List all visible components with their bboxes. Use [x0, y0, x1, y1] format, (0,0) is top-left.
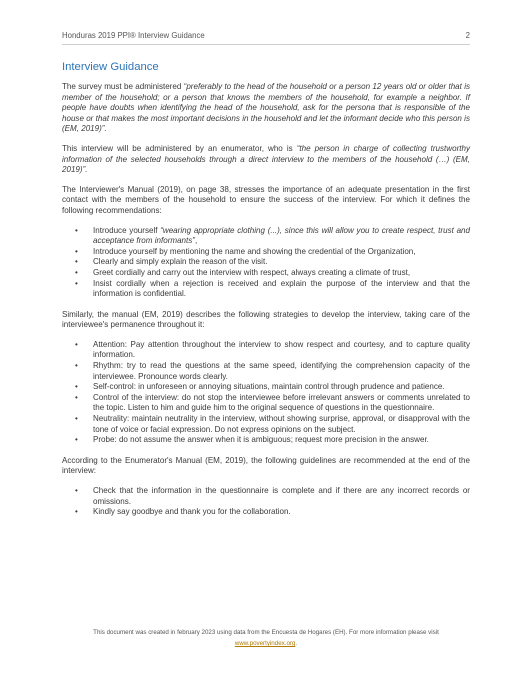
list-item-text: Kindly say goodbye and thank you for the collaboration.	[93, 507, 291, 517]
paragraph-survey-administration	[62, 82, 470, 135]
list-item-text: Insist cordially when a rejection is received and explain the purpose of the interview and that the information is confidential.	[93, 278, 470, 299]
list-item	[62, 268, 470, 279]
bullet-icon: •	[75, 382, 78, 392]
bullet-icon: •	[75, 507, 78, 517]
bullet-icon: •	[75, 486, 78, 495]
list-item-text: Neutrality: maintain neutrality in the interview, without showing surprise, approval, or disapproval with the tone of voice or facial expression. Do not express opinions on the subject.	[93, 414, 470, 434]
list-item-text: Clearly and simply explain the reason of the visit.	[93, 257, 268, 267]
footer-link[interactable]: www.povertyindex.org	[234, 640, 296, 647]
bullet-icon: •	[75, 278, 78, 288]
header-divider	[62, 44, 470, 45]
document-body	[62, 61, 470, 528]
paragraph-end-guidelines: According to the Enumerator's Manual (EM, 2019), the following guidelines are recommended at the end of the interview:	[62, 455, 470, 476]
bullet-icon: •	[75, 339, 78, 349]
list-item	[62, 279, 470, 300]
paragraph-lead: The survey must be administered	[62, 82, 184, 91]
list-item-text: Self-control: in unforeseen or annoying situations, maintain control through prudence and patience.	[93, 382, 445, 392]
list-item	[62, 226, 470, 247]
list-item-text: Control of the interview: do not stop the interviewee before irrelevant answers or comments unrelated to the topic. Listen to him and guide him to the original sequence of questions in the questionnaire.	[93, 392, 470, 413]
list-item	[62, 361, 470, 382]
list-item	[62, 507, 470, 518]
bullet-icon: •	[75, 435, 78, 445]
paragraph-manual-recommendations: The Interviewer's Manual (2019), on page 38, stresses the importance of an adequate presentation in the first contact with the members of the household to ensure the success of the interview. For which it defines the following recommendations:	[62, 184, 470, 215]
list-item-quote: “wearing appropriate clothing (...), since this will allow you to create respect, trust and acceptance from informants”	[93, 225, 470, 246]
list-item-text: Rhythm: try to read the questions at the same speed, identifying the comprehension capacity of the interviewee. Pronounce words clearly.	[93, 361, 470, 381]
footer-text: This document was created in february 2023 using data from the Encuesta de Hogares (EH). For more information please visit	[93, 629, 439, 636]
section-heading: Interview Guidance	[62, 61, 159, 73]
bullet-icon: •	[75, 257, 78, 267]
page-number: 2	[465, 31, 470, 40]
document-title: Honduras 2019 PPI® Interview Guidance	[62, 31, 205, 40]
list-item-tail: ,	[194, 236, 198, 246]
list-item	[62, 257, 470, 268]
footer-link-tail: .	[295, 640, 298, 647]
bullet-icon: •	[75, 225, 78, 235]
list-item	[62, 382, 470, 393]
paragraph-quote: “the person in charge of collecting trustworthy information of the selected households through a direct interview to the members of the household (…) (EM, 2019)”.	[62, 143, 470, 175]
bullet-icon: •	[75, 414, 78, 424]
list-item	[62, 414, 470, 435]
list-item-text: Probe: do not assume the answer when it is ambiguous; request more precision in the answer.	[93, 435, 429, 445]
recommendations-list	[62, 226, 470, 300]
list-item	[62, 435, 470, 446]
list-item	[62, 247, 470, 258]
end-guidelines-list	[62, 486, 470, 518]
list-item	[62, 340, 470, 361]
list-item-text: Attention: Pay attention throughout the interview to show respect and courtesy, and to capture quality information.	[93, 339, 470, 360]
bullet-icon: •	[75, 361, 78, 371]
list-item-text: Introduce yourself by mentioning the name and showing the credential of the Organization,	[93, 246, 416, 256]
bullet-icon: •	[75, 267, 78, 277]
list-item	[62, 486, 470, 507]
list-item	[62, 393, 470, 414]
list-item-lead: Introduce yourself	[93, 225, 161, 235]
bullet-icon: •	[75, 246, 78, 256]
list-item-text: Greet cordially and carry out the interview with respect, always creating a climate of trust,	[93, 267, 411, 277]
strategies-list	[62, 340, 470, 446]
page-footer	[62, 627, 470, 649]
bullet-icon: •	[75, 392, 78, 402]
paragraph-strategies: Similarly, the manual (EM, 2019) describes the following strategies to develop the interview, taking care of the interviewee's permanence throughout it:	[62, 309, 470, 330]
paragraph-enumerator	[62, 144, 470, 176]
paragraph-lead: This interview will be administered by an enumerator, who is	[62, 143, 297, 153]
paragraph-quote: “preferably to the head of the household or a person 12 years old or older that is member of the household; or a person that knows the members of the household, for example a neighbor. If people have doubts when identifying the head of the household, ask for the persona that is responsible of the house or that makes the most important decisions in the household and let the informant decide who this person is (EM, 2019)”.	[62, 82, 471, 134]
list-item-text: Check that the information in the questionnaire is complete and if there are any incorrect records or omissions.	[93, 486, 470, 506]
